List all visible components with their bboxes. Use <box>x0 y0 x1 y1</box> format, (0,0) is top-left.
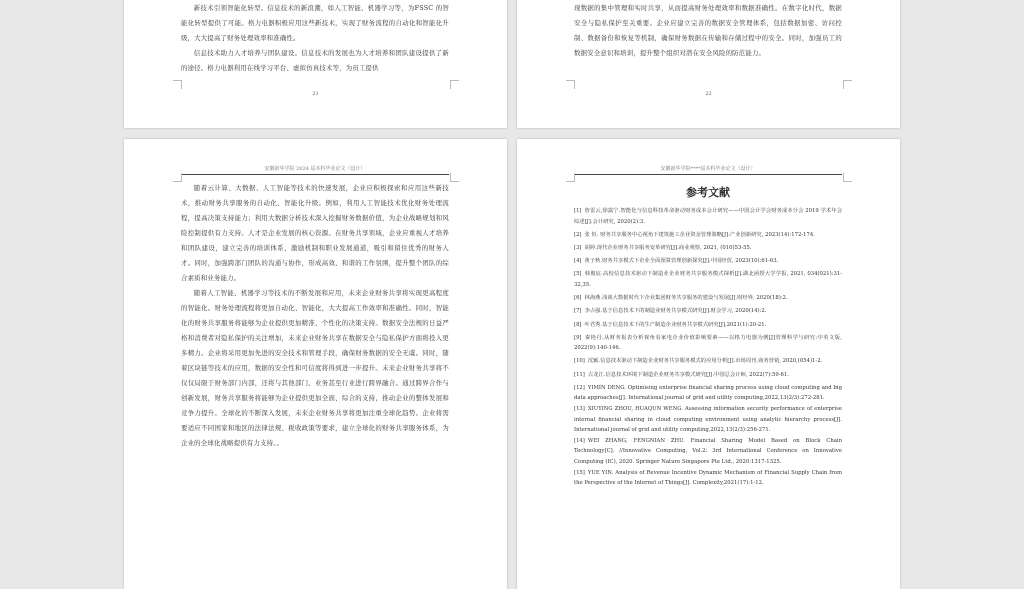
reference-number: [6] <box>574 295 582 302</box>
reference-item <box>574 333 842 354</box>
document-page-21 <box>124 0 507 128</box>
reference-number: [3] <box>574 244 582 251</box>
reference-item <box>574 356 842 367</box>
body-paragraph: 现数据的集中管理和实时共享，从而提高财务处理效率和数据准确性。在数字化时代，数据安全与隐私保护至关重要。企业应建立完善的数据安全管理体系，包括数据加密、访问控制、数据备份和恢复等机制，确保财务数据在传输和存储过程中的安全。同时，加强员工的数据安全意识和培训，提升整个组织对潜在安全风险的防范能力。 <box>574 4 842 57</box>
document-page-references <box>517 139 900 589</box>
page-header: 安徽新华学院****届本科毕业论文（设计） <box>574 165 842 175</box>
reference-item <box>574 243 842 254</box>
reference-item <box>574 230 842 241</box>
margin-corner-mark <box>843 80 852 89</box>
references-title: 参考文献 <box>686 186 730 199</box>
reference-number: [12] <box>574 384 585 391</box>
reference-item <box>574 320 842 331</box>
body-paragraph: 信息技术助力人才培养与团队建设。信息技术的发展也为人才培养和团队建设提供了新的途径。格力电器利用在线学习平台、虚拟仿真技术等，为员工提供 <box>181 49 449 72</box>
body-paragraph: 新技术引领智能化转型。信息技术的新浪潮，如人工智能、机器学习等，为FSSC 的智能化转型提供了可能。格力电器积极应用这些新技术，实现了财务流程的自动化和智能化升级，大大提高了财务处理效率和准确性。 <box>181 4 449 42</box>
reference-text: YIMIN DENG. Optimising enterprise financial sharing process using cloud computing and big data approaches[J]. International journal of grid and utility computing,2022,13(2/3):272-281. <box>574 384 842 402</box>
reference-number: [13] <box>574 406 585 413</box>
reference-number: [15] <box>574 469 585 476</box>
page-body <box>181 181 449 451</box>
page-number: 22 <box>705 91 712 97</box>
page-number: 21 <box>312 91 319 97</box>
reference-text: 韩俊宸.高校信息技术驱动下制造业企业财务共享服务模式探析[J].湖北函授大学学报, 2021, 034(021):31-32,35. <box>574 271 842 288</box>
reference-number: [14] <box>574 437 585 444</box>
body-paragraph: 随着云计算、大数据、人工智能等技术的快速发展，企业应积极探索和应用这些新技术，推动财务共享服务的自动化、智能化升级。例如，利用人工智能技术优化财务处理流程，提高决策支持能力；利用大数据分析技术深入挖掘财务数据价值，为企业战略规划和风险控制提供有力支持。人才是企业发展的核心资源。在财务共享领域，企业应重视人才培养和团队建设，建立完善的培训体系、激励机制和职业发展通道，吸引和留住优秀的财务人才。同时，加强跨部门团队的沟通与协作，形成高效、和谐的工作氛围，提升整个团队的综合素质和业务能力。 <box>181 184 449 282</box>
reference-item <box>574 269 842 290</box>
margin-corner-mark <box>566 173 575 182</box>
reference-text: 张 恒. 财务共享服务中心视角下建筑施工企业资金管理策略[J].产业创新研究, 2023(14):172-174. <box>584 231 815 238</box>
reference-number: [4] <box>574 258 582 265</box>
reference-item <box>574 206 842 227</box>
reference-text: 胡婷.现代企业财务共享服务变革研究[J].商业观察, 2021, (010)53-55. <box>584 244 752 251</box>
reference-item <box>574 370 842 381</box>
page-body <box>574 1 842 61</box>
reference-number: [10] <box>574 358 585 365</box>
reference-text: 詹雷云,徐露宁.智能化与信息科技革命驱动财务成本会计研究——中国会计学会财务成本分会 2019 学术年会综述[J].会计研究, 2020(2):3. <box>574 208 842 225</box>
body-paragraph: 随着人工智能、机器学习等技术的不断发展和应用，未来企业财务共享将实现更高程度的智能化。财务处理流程将更加自动化、智能化，大大提高工作效率和准确性。同时，智能化的财务共享服务将能够为企业提供更加精准、个性化的决策支持。数据安全法规的日益严格和消费者对隐私保护的关注增加，未来企业财务共享在数据安全与隐私保护方面将投入更多精力。企业将采用更加先进的安全技术和管理手段，确保财务数据的安全无虞。同时，随着区块链等技术的应用，数据的安全性和可信度将得到进一步提升。未来企业财务共享将不仅仅局限于财务部门内部，还将与其他部门、业务甚至行业进行跨界融合。通过跨界合作与创新发展，财务共享服务将能够为企业提供更加全面、综合的支持，推动企业的整体发展和竞争力提升。全球化的不断深入发展，未来企业财务共享将更加注重全球化趋势。企业将需要适应不同国家和地区的法律法规、税收政策等要求，建立全球化的财务共享服务体系，为企业的全球化战略提供有力支持。。 <box>181 289 449 447</box>
margin-corner-mark <box>843 173 852 182</box>
margin-corner-mark <box>566 80 575 89</box>
reference-text: WEI ZHANG, FENGNIAN ZHU. Financial Sharing Model Based on Block Chain Technology[C]. //Innovative Computing, Vol.2: 3rd International Conference on Innovative Computing (IC), 2020. Springer Nature Singapore Pte Ltd., 2020:1317-1325. <box>574 437 842 465</box>
margin-corner-mark <box>450 80 459 89</box>
reference-text: 黄子秋.财务共享模式下企业全面预算管理创新探究[J].中国经贸, 2023(10):61-63. <box>584 258 779 265</box>
margin-corner-mark <box>173 80 182 89</box>
document-page-23 <box>124 139 507 589</box>
reference-number: [9] <box>574 334 582 341</box>
reference-item <box>574 256 842 267</box>
reference-number: [7] <box>574 308 582 315</box>
reference-number: [8] <box>574 321 582 328</box>
reference-text: 林海燕.浅谈大数据时代下企业集团财务共享服务的建设与发展[J].财经界, 2020(18):2. <box>584 295 788 302</box>
page-header: 安徽新华学院 2024 届本科毕业论文（设计） <box>181 165 449 175</box>
reference-item <box>574 293 842 304</box>
document-page-22 <box>517 0 900 128</box>
reference-item <box>574 383 842 404</box>
reference-text: 叶君秀.基于信息技术下的生产制造企业财务共享模式研究[J].2021(1):20-21. <box>584 321 767 328</box>
reference-number: [11] <box>574 371 585 378</box>
reference-text: XIUYING ZHOU, HUAQUN WENG. Assessing information security performance of enterprise internal financial sharing in cloud computing environment using analytic hierarchy process[J]. International journal of grid and utility computing,2022,13(2/3):256-271. <box>574 406 842 434</box>
reference-text: 古龙江.信息技术环境下制造企业财务共享模式研究[J].中国总会计师, 2022(7):59-61. <box>587 371 789 378</box>
reference-text: YUE YIN. Analysis of Revenue Incentive Dynamic Mechanism of Financial Supply Chain from the Perspective of the Internet of Things[J]. Complexity,2021(17):1-12. <box>574 469 842 487</box>
reference-item <box>574 306 842 317</box>
references-list <box>574 206 842 489</box>
reference-item <box>574 404 842 436</box>
reference-text: 沈颖.信息技术驱动下制造企业财务共享服务模式的应用分析[J].市场周刊.商务营销, 2020,(054)1-2. <box>587 358 823 365</box>
reference-number: [5] <box>574 271 582 278</box>
reference-number: [1] <box>574 208 582 214</box>
reference-number: [2] <box>574 231 582 238</box>
reference-text: 秦艳丹.从财务报表分析视角看家电企业价值影响要素——以格力电器为例[J]管理科学与研究:中英文版, 2022(9):140-146. <box>574 334 842 352</box>
reference-item <box>574 468 842 489</box>
page-body <box>181 1 449 76</box>
margin-corner-mark <box>450 173 459 182</box>
reference-text: 李占强.基于信息技术下的制造业财务共享模式研究[J].财会学习, 2020(14):2. <box>584 308 767 315</box>
reference-item <box>574 436 842 468</box>
